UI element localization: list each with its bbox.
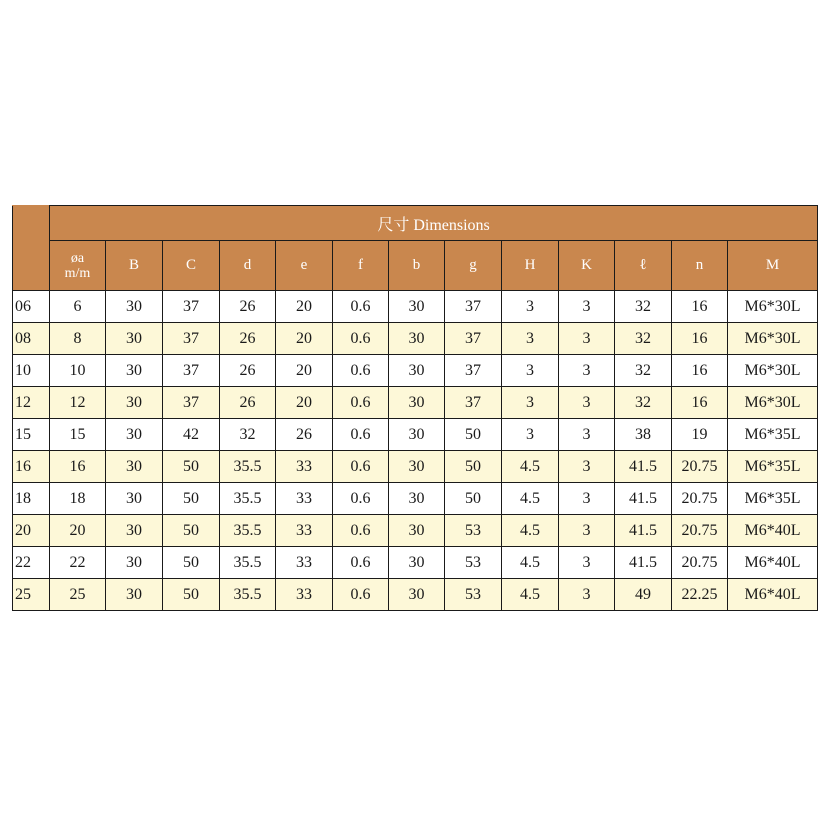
table-cell: 50	[163, 579, 220, 611]
table-cell: 3	[559, 515, 615, 547]
table-cell: 37	[445, 387, 502, 419]
table-cell: M6*40L	[728, 515, 818, 547]
table-cell: 41.5	[615, 451, 672, 483]
column-header-label: K	[581, 257, 592, 273]
table-cell: 30	[106, 451, 163, 483]
table-cell: 18	[50, 483, 106, 515]
column-header	[559, 241, 615, 291]
table-cell: 0.6	[333, 547, 389, 579]
table-row	[13, 547, 818, 579]
column-header-label: ℓ	[639, 257, 647, 273]
table-cell: 20	[276, 355, 333, 387]
table-cell: M6*35L	[728, 419, 818, 451]
table-row	[13, 579, 818, 611]
table-cell: 35.5	[220, 515, 276, 547]
table-cell: 50	[445, 483, 502, 515]
table-row	[13, 387, 818, 419]
table-cell: 16	[672, 355, 728, 387]
column-header-label: b	[412, 257, 421, 273]
table-cell: 20	[50, 515, 106, 547]
column-header-label: H	[524, 257, 536, 273]
table-cell: 32	[615, 291, 672, 323]
table-cell: 8	[50, 323, 106, 355]
table-title: 尺寸 Dimensions	[50, 206, 818, 241]
table-cell: 3	[502, 387, 559, 419]
table-cell: 50	[445, 419, 502, 451]
table-cell: 3	[559, 323, 615, 355]
table-cell: 4.5	[502, 547, 559, 579]
table-cell: 32	[615, 387, 672, 419]
table-cell: 20	[276, 387, 333, 419]
column-header	[445, 241, 502, 291]
table-cell: 12	[50, 387, 106, 419]
table-cell: 30	[106, 515, 163, 547]
model-number-cell: 12	[13, 387, 50, 419]
column-header	[163, 241, 220, 291]
table-cell: M6*30L	[728, 291, 818, 323]
table-cell: 30	[106, 323, 163, 355]
table-cell: 3	[559, 387, 615, 419]
column-header	[106, 241, 163, 291]
table-cell: 37	[445, 323, 502, 355]
table-cell: 3	[559, 579, 615, 611]
table-cell: 30	[106, 419, 163, 451]
table-cell: 0.6	[333, 483, 389, 515]
table-cell: 3	[502, 323, 559, 355]
table-cell: 53	[445, 515, 502, 547]
table-cell: 50	[445, 451, 502, 483]
model-header-corner	[13, 206, 50, 291]
table-cell: 50	[163, 515, 220, 547]
table-body	[13, 291, 818, 611]
table-cell: 3	[559, 451, 615, 483]
table-cell: 0.6	[333, 579, 389, 611]
column-header	[728, 241, 818, 291]
table-cell: 22	[50, 547, 106, 579]
table-cell: 30	[389, 579, 445, 611]
table-cell: 35.5	[220, 579, 276, 611]
table-cell: 4.5	[502, 515, 559, 547]
table-cell: 38	[615, 419, 672, 451]
table-cell: 30	[389, 483, 445, 515]
table-cell: M6*30L	[728, 355, 818, 387]
table-cell: 3	[559, 419, 615, 451]
table-row	[13, 419, 818, 451]
table-cell: 35.5	[220, 547, 276, 579]
table-cell: 33	[276, 579, 333, 611]
table-cell: 30	[106, 547, 163, 579]
table-cell: 30	[389, 387, 445, 419]
table-cell: 26	[276, 419, 333, 451]
table-cell: 33	[276, 451, 333, 483]
table-cell: 41.5	[615, 547, 672, 579]
table-cell: 41.5	[615, 515, 672, 547]
column-header	[672, 241, 728, 291]
table-cell: 53	[445, 579, 502, 611]
table-cell: 37	[163, 323, 220, 355]
model-number-cell: 15	[13, 419, 50, 451]
table-cell: 30	[389, 515, 445, 547]
table-cell: 50	[163, 547, 220, 579]
column-header-label: e	[300, 257, 308, 273]
table-cell: 19	[672, 419, 728, 451]
table-cell: 50	[163, 483, 220, 515]
table-cell: 30	[389, 419, 445, 451]
column-header	[220, 241, 276, 291]
table-row	[13, 451, 818, 483]
table-cell: 4.5	[502, 483, 559, 515]
column-header-label: d	[243, 257, 252, 273]
table-cell: 0.6	[333, 355, 389, 387]
table-cell: 50	[163, 451, 220, 483]
table-cell: 26	[220, 355, 276, 387]
model-number-cell: 08	[13, 323, 50, 355]
table-cell: 3	[559, 355, 615, 387]
table-cell: 33	[276, 547, 333, 579]
table-cell: 3	[502, 355, 559, 387]
column-header	[333, 241, 389, 291]
table-cell: M6*40L	[728, 579, 818, 611]
model-number-cell: 16	[13, 451, 50, 483]
model-number-cell: 18	[13, 483, 50, 515]
model-number-cell: 20	[13, 515, 50, 547]
table-row	[13, 323, 818, 355]
table-cell: 20.75	[672, 547, 728, 579]
table-cell: 33	[276, 483, 333, 515]
column-header	[389, 241, 445, 291]
model-number-cell: 22	[13, 547, 50, 579]
column-header-label: B	[128, 257, 139, 273]
table-cell: 30	[389, 451, 445, 483]
table-cell: 30	[106, 579, 163, 611]
column-header	[276, 241, 333, 291]
column-header	[50, 241, 106, 291]
table-cell: 20.75	[672, 483, 728, 515]
table-cell: 16	[50, 451, 106, 483]
table-cell: 20.75	[672, 515, 728, 547]
table-cell: 0.6	[333, 515, 389, 547]
table-cell: 0.6	[333, 323, 389, 355]
model-number-cell: 06	[13, 291, 50, 323]
table-cell: 0.6	[333, 291, 389, 323]
column-header	[615, 241, 672, 291]
column-header-row	[13, 241, 818, 291]
table-cell: M6*30L	[728, 387, 818, 419]
table-cell: 41.5	[615, 483, 672, 515]
table-header	[13, 206, 818, 291]
table-cell: 30	[106, 291, 163, 323]
table-cell: 16	[672, 323, 728, 355]
table-cell: 37	[163, 387, 220, 419]
table-cell: 3	[559, 483, 615, 515]
column-header-label: g	[469, 257, 477, 273]
column-header-label: n	[695, 257, 704, 273]
table-row	[13, 483, 818, 515]
table-cell: 32	[615, 323, 672, 355]
column-header-label: f	[358, 257, 363, 273]
table-cell: 15	[50, 419, 106, 451]
table-cell: 37	[163, 355, 220, 387]
table-cell: 16	[672, 387, 728, 419]
table-cell: 30	[389, 355, 445, 387]
table-cell: 30	[106, 355, 163, 387]
table-cell: 0.6	[333, 451, 389, 483]
dimensions-table-container	[12, 205, 817, 611]
table-cell: 3	[559, 291, 615, 323]
table-cell: 3	[502, 419, 559, 451]
table-cell: M6*40L	[728, 547, 818, 579]
table-cell: 30	[106, 387, 163, 419]
table-cell: 10	[50, 355, 106, 387]
table-cell: M6*35L	[728, 483, 818, 515]
table-cell: 30	[389, 547, 445, 579]
table-cell: 4.5	[502, 451, 559, 483]
table-cell: 25	[50, 579, 106, 611]
table-cell: 4.5	[502, 579, 559, 611]
table-cell: 26	[220, 387, 276, 419]
table-cell: M6*35L	[728, 451, 818, 483]
table-row	[13, 355, 818, 387]
table-cell: 30	[389, 323, 445, 355]
table-cell: 33	[276, 515, 333, 547]
table-cell: 35.5	[220, 451, 276, 483]
column-header-label: øa	[70, 250, 85, 266]
table-cell: 42	[163, 419, 220, 451]
model-number-cell: 25	[13, 579, 50, 611]
column-header	[502, 241, 559, 291]
model-number-cell: 10	[13, 355, 50, 387]
column-header-label: M	[765, 257, 780, 273]
table-cell: 20	[276, 291, 333, 323]
table-cell: 37	[445, 355, 502, 387]
table-cell: 35.5	[220, 483, 276, 515]
table-cell: 26	[220, 323, 276, 355]
table-cell: 20	[276, 323, 333, 355]
table-row	[13, 515, 818, 547]
table-cell: 37	[445, 291, 502, 323]
table-cell: 0.6	[333, 419, 389, 451]
table-row	[13, 291, 818, 323]
table-cell: 30	[106, 483, 163, 515]
table-cell: M6*30L	[728, 323, 818, 355]
table-cell: 3	[502, 291, 559, 323]
table-cell: 20.75	[672, 451, 728, 483]
table-cell: 49	[615, 579, 672, 611]
table-cell: 32	[220, 419, 276, 451]
table-cell: 22.25	[672, 579, 728, 611]
table-cell: 30	[389, 291, 445, 323]
table-cell: 3	[559, 547, 615, 579]
table-cell: 37	[163, 291, 220, 323]
table-cell: 0.6	[333, 387, 389, 419]
column-header-unit: m/m	[64, 265, 91, 281]
dimensions-table	[12, 205, 818, 611]
table-title-row	[13, 206, 818, 241]
column-header-label: C	[185, 257, 196, 273]
table-cell: 53	[445, 547, 502, 579]
table-cell: 32	[615, 355, 672, 387]
table-cell: 26	[220, 291, 276, 323]
table-cell: 6	[50, 291, 106, 323]
table-cell: 16	[672, 291, 728, 323]
